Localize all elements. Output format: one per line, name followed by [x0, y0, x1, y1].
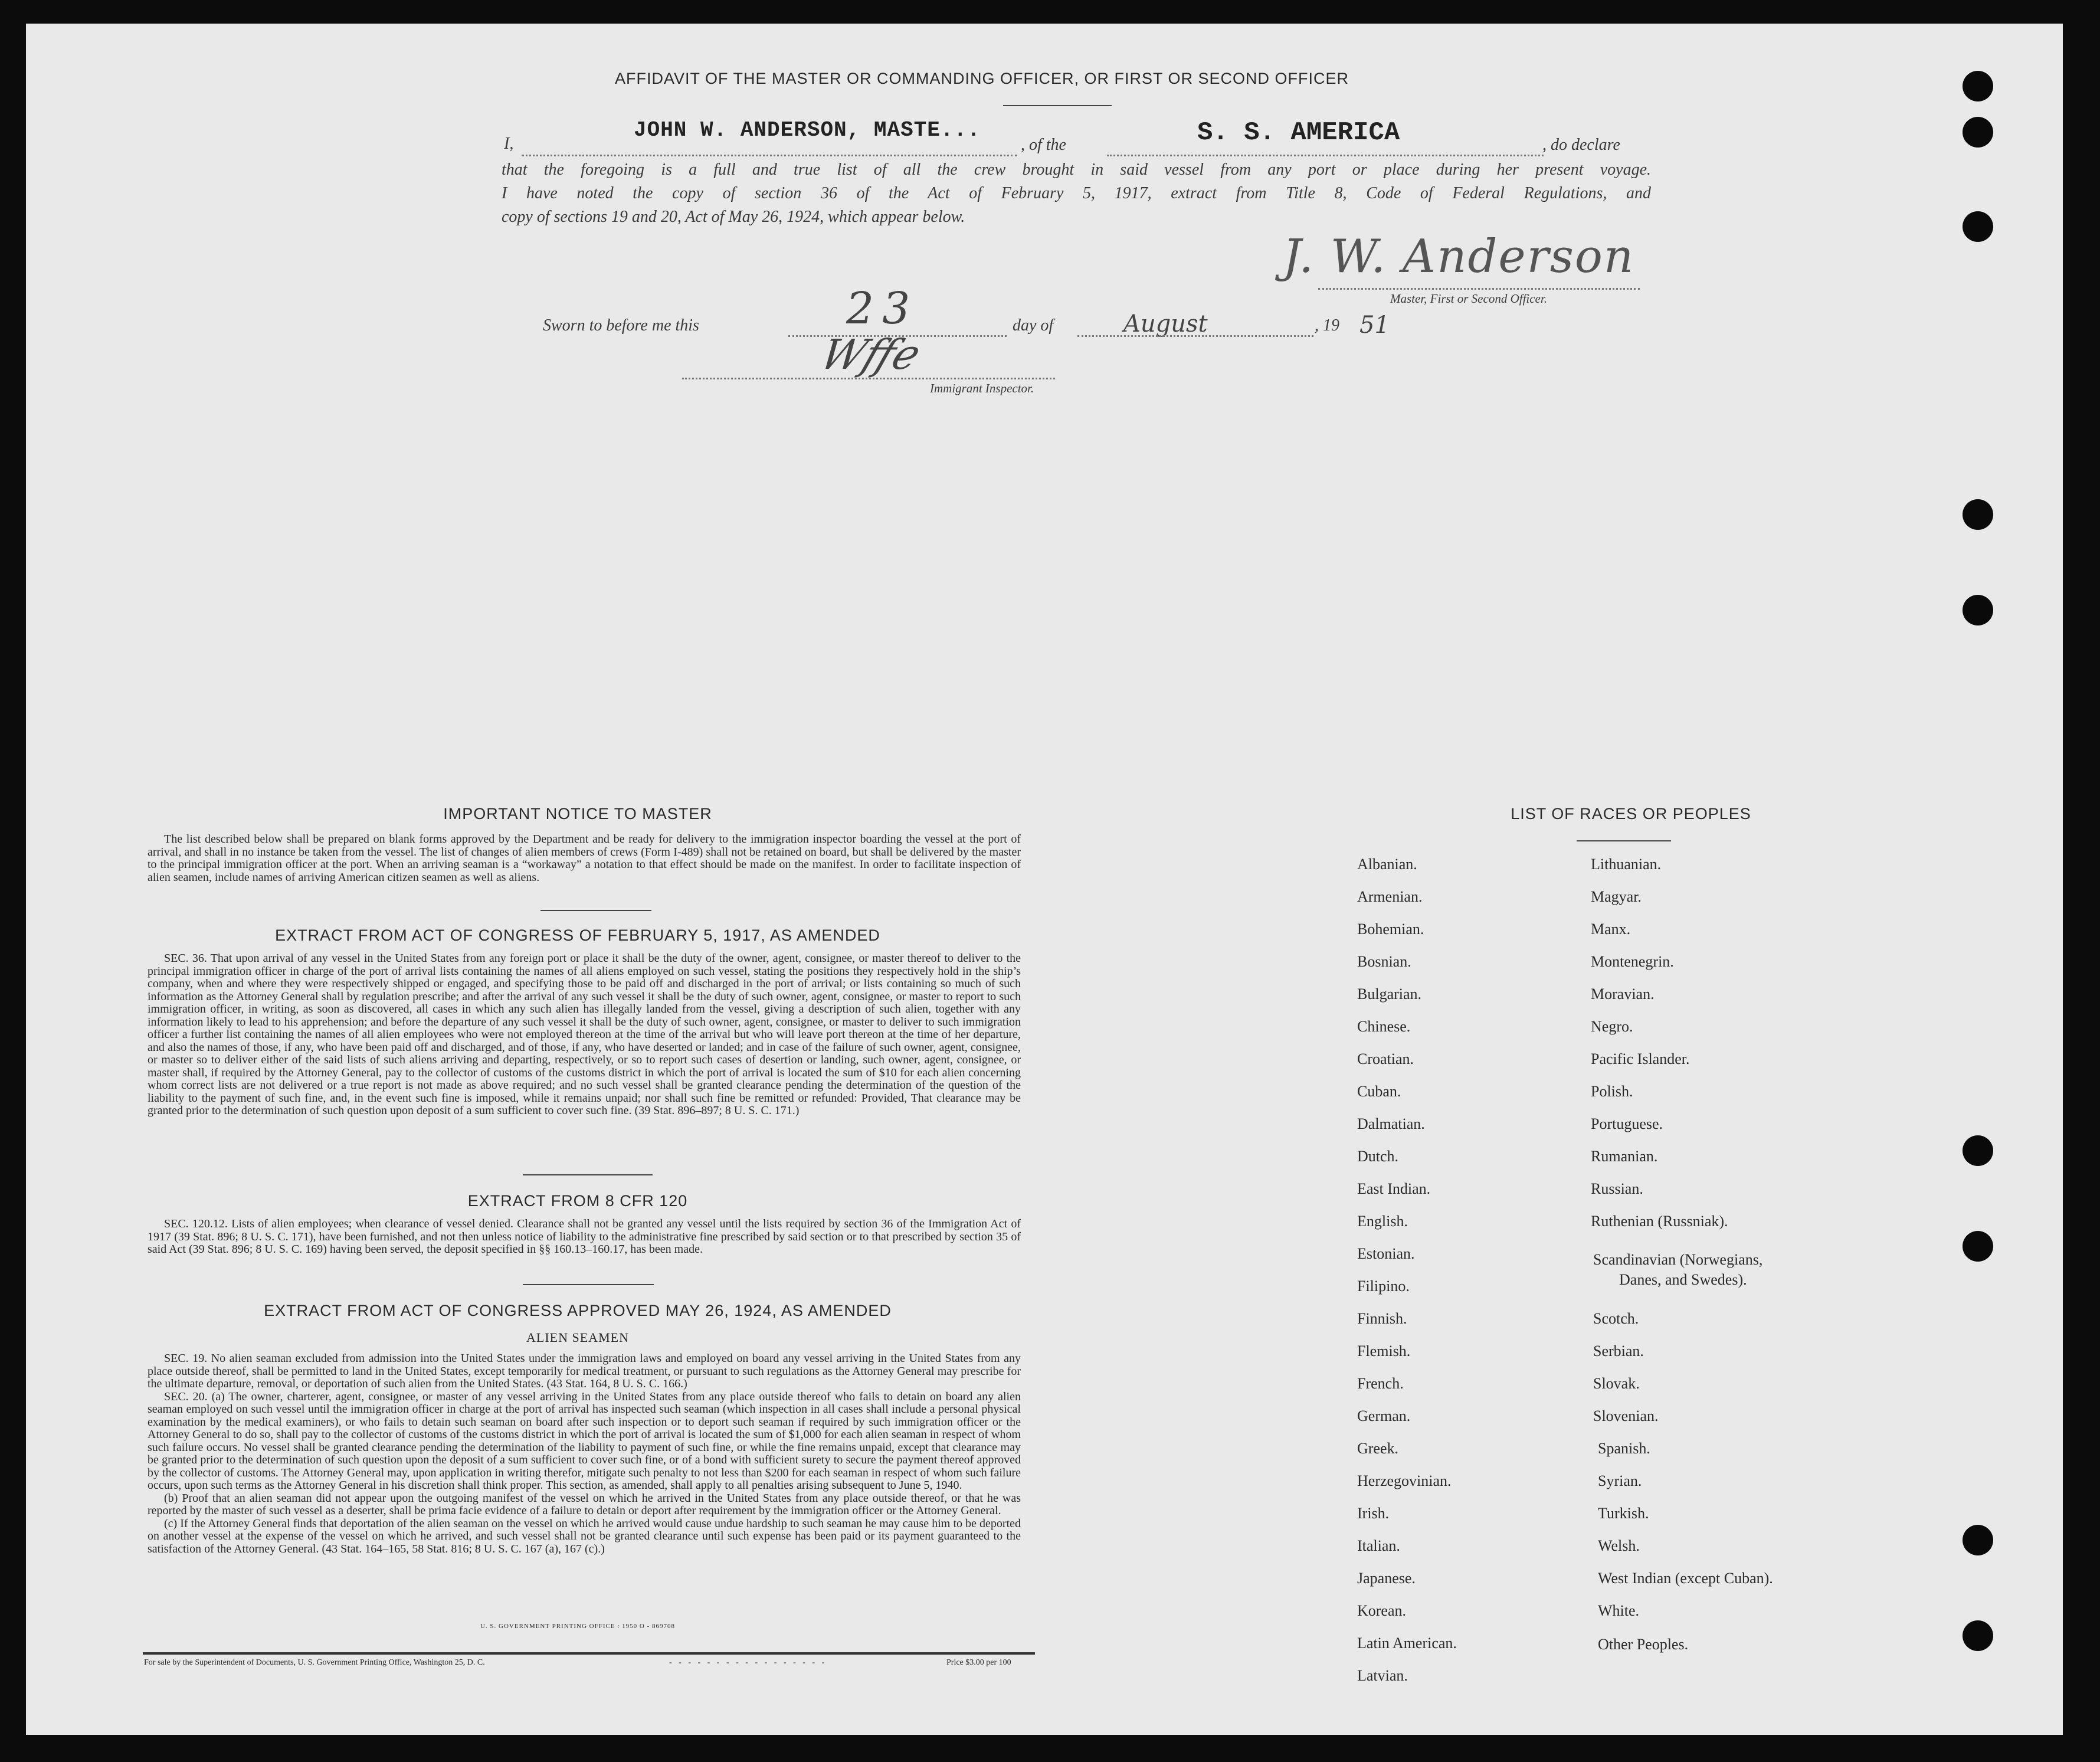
races-rule [1577, 840, 1671, 841]
race-item: Ruthenian (Russniak). [1591, 1213, 1728, 1230]
extract-cfr-body [148, 1218, 1021, 1256]
race-item: Greek. [1357, 1440, 1399, 1457]
race-item: Latvian. [1357, 1667, 1408, 1684]
section-rule [540, 910, 651, 911]
heading-rule [1003, 105, 1112, 106]
notice-title: IMPORTANT NOTICE TO MASTER [443, 805, 712, 823]
race-item: Moravian. [1591, 985, 1655, 1003]
sec-120-12-text: SEC. 120.12. Lists of alien employees; when clearance of vessel denied. Clearance shall not be granted any vessel until the lists required by section 36 of the Immigration Act of 1917 (39 Stat. 896; 8 U. S. C. 171), have been furnished, and not then unless notice of liability to the administrative fine prescribed by said section or to that prescribed by section 35 of said Act (39 Stat. 896; 8 U. S. C. 169) having been served, the deposit specified in §§ 160.13–160.17, has been made. [148, 1217, 1021, 1256]
race-item: French. [1357, 1375, 1404, 1392]
extract-cfr-title: EXTRACT FROM 8 CFR 120 [467, 1192, 688, 1210]
sworn-month: August [1123, 310, 1208, 338]
race-item: Serbian. [1593, 1342, 1644, 1360]
race-item: Armenian. [1357, 888, 1423, 905]
inspector-signature: Wffe [814, 330, 928, 379]
notice-text: The list described below shall be prepared on blank forms approved by the Department and be ready for delivery to the immigration inspector boarding the vessel at the port of arrival, and shall in no instance be taken from the vessel. The list of changes of alien members of crews (Form I-489) shall not be retained on board, but shall be delivered by the master to the principal immigration officer at the port. When an arriving seaman is a “workaway” a notation to that effect should be made on the manifest. In order to facilitate inspection of alien seamen, include names of arriving American citizen seamen as well as aliens. [148, 833, 1021, 884]
of-the-label: , of the [1021, 136, 1066, 154]
race-item: Scandinavian (Norwegians, [1593, 1251, 1763, 1268]
races-title: LIST OF RACES OR PEOPLES [1511, 805, 1751, 823]
race-item: Latin American. [1357, 1635, 1457, 1652]
punch-hole [1963, 1620, 1993, 1651]
vessel-name-field: S. S. AMERICA [1197, 118, 1400, 148]
section-rule [523, 1174, 653, 1175]
race-item: Turkish. [1598, 1505, 1649, 1522]
extract-1917-title: EXTRACT FROM ACT OF CONGRESS OF FEBRUARY 5, 1917, AS AMENDED [275, 926, 880, 944]
section-rule [523, 1284, 654, 1285]
price-note: Price $3.00 per 100 [946, 1658, 1011, 1667]
punch-hole [1963, 1525, 1993, 1555]
master-name-field: JOHN W. ANDERSON, MASTE... [634, 118, 981, 142]
race-item: Other Peoples. [1598, 1636, 1689, 1653]
race-item: Danes, and Swedes). [1619, 1271, 1747, 1288]
inspector-caption: Immigrant Inspector. [930, 381, 1034, 395]
race-item: Portuguese. [1591, 1115, 1663, 1132]
gpo-imprint: U. S. GOVERNMENT PRINTING OFFICE : 1950 O - 869708 [480, 1623, 675, 1630]
extract-1917-body [148, 952, 1021, 1118]
race-item: Polish. [1591, 1083, 1633, 1100]
punch-hole [1963, 1135, 1993, 1166]
footer-rule [143, 1652, 1035, 1655]
race-item: Bohemian. [1357, 921, 1424, 938]
do-declare-label: , do declare [1542, 136, 1620, 154]
race-item: Chinese. [1357, 1018, 1411, 1035]
race-item: Filipino. [1357, 1278, 1410, 1295]
alien-seamen-subtitle: ALIEN SEAMEN [526, 1330, 629, 1345]
race-item: Korean. [1357, 1602, 1407, 1619]
signature-caption: Master, First or Second Officer. [1390, 292, 1547, 306]
sworn-year: 51 [1359, 312, 1390, 339]
race-item: Manx. [1591, 921, 1631, 938]
race-item: Magyar. [1591, 888, 1642, 905]
race-item: Lithuanian. [1591, 856, 1662, 873]
race-item: Albanian. [1357, 856, 1417, 873]
race-item: Dalmatian. [1357, 1115, 1425, 1132]
affidavit-line-4: copy of sections 19 and 20, Act of May 26, 1924, which appear below. [502, 208, 965, 226]
race-item: Slovak. [1593, 1375, 1640, 1392]
signature-line [1318, 288, 1640, 290]
race-item: Montenegrin. [1591, 953, 1674, 970]
master-name-line [522, 155, 1017, 156]
race-item: Slovenian. [1593, 1407, 1659, 1424]
punch-hole [1963, 1231, 1993, 1262]
race-item: Italian. [1357, 1537, 1400, 1554]
race-item: English. [1357, 1213, 1408, 1230]
punch-hole [1963, 71, 1993, 101]
race-item: Croatian. [1357, 1050, 1414, 1067]
day-of-label: day of [1013, 316, 1054, 335]
race-item: Dutch. [1357, 1148, 1399, 1165]
for-sale-note: For sale by the Superintendent of Documents, U. S. Government Printing Office, Washington 25, D. C. [144, 1658, 485, 1667]
vessel-name-line [1107, 155, 1544, 156]
punch-hole [1963, 595, 1993, 625]
sworn-day: 23 [846, 283, 919, 334]
extract-1924-body [148, 1352, 1021, 1555]
affidavit-i-prefix: I, [504, 135, 514, 153]
race-item: Finnish. [1357, 1310, 1407, 1327]
race-item: Syrian. [1598, 1472, 1642, 1489]
race-item: Rumanian. [1591, 1148, 1658, 1165]
punch-hole [1963, 211, 1993, 242]
race-item: Spanish. [1598, 1440, 1650, 1457]
race-item: German. [1357, 1407, 1411, 1424]
race-item: Estonian. [1357, 1245, 1415, 1262]
race-item: Russian. [1591, 1180, 1643, 1197]
affidavit-heading: AFFIDAVIT OF THE MASTER OR COMMANDING OFFICER, OR FIRST OR SECOND OFFICER [614, 70, 1349, 87]
race-item: Bulgarian. [1357, 985, 1422, 1003]
race-item: White. [1598, 1602, 1640, 1619]
punch-hole [1963, 499, 1993, 530]
form-page [26, 24, 2063, 1735]
race-item: Flemish. [1357, 1342, 1411, 1360]
race-item: West Indian (except Cuban). [1598, 1570, 1773, 1587]
race-item: Irish. [1357, 1505, 1390, 1522]
punch-hole [1963, 117, 1993, 148]
race-item: Herzegovinian. [1357, 1472, 1452, 1489]
race-item: Bosnian. [1357, 953, 1411, 970]
sec-20c-text: (c) If the Attorney General finds that deportation of the alien seaman on the vessel on which he arrived would cause undue hardship to such seaman he may cause him to be deported on another vessel at the expense of the vessel on which he arrived, and such vessel shall not be granted clearance until such expense has been paid or its payment guaranteed to the satisfaction of the Attorney General. (43 Stat. 164–165, 58 Stat. 816; 8 U. S. C. 167 (a), 167 (c).) [148, 1517, 1021, 1555]
race-item: Negro. [1591, 1018, 1633, 1035]
race-item: Cuban. [1357, 1083, 1401, 1100]
extract-1924-title: EXTRACT FROM ACT OF CONGRESS APPROVED MAY 26, 1924, AS AMENDED [264, 1302, 892, 1319]
footer-dashes: - - - - - - - - - - - - - - - - - [669, 1658, 827, 1667]
race-item: Pacific Islander. [1591, 1050, 1690, 1067]
sec-20b-text: (b) Proof that an alien seaman did not appear upon the outgoing manifest of the vessel on which he arrived in the United States from any place outside thereof, or that he was reported by the master of such vessel as a deserter, shall be prima facie evidence of a failure to detain or deport after requirement by the immigration officer or the Attorney General. [148, 1491, 1021, 1517]
sworn-month-line [1077, 335, 1313, 337]
sec-36-text: SEC. 36. That upon arrival of any vessel in the United States from any foreign port or place it shall be the duty of the owner, agent, consignee, or master thereof to deliver to the principal immigration officer in charge of the port of arrival lists containing the names of all aliens employed on such vessel, stating the positions they respectively hold in the ship’s company, when and where they were respectively shipped or engaged, and specifying those to be paid off and discharged in the port of arrival; or lists containing so much of such information as the Attorney General shall by regulation prescribe; and after the arrival of any such vessel it shall be the duty of such owner, agent, consignee, or master to report to such immigration officer, in writing, as soon as discovered, all cases in which any such alien has illegally landed from the vessel, giving a description of such alien, together with any information likely to lead to his apprehension; and before the departure of any such vessel it shall be the duty of such owner, agent, consignee, or master to deliver to such immigration officer a further list containing the names of all alien employees who were not employed thereon at the time of the arrival but who will leave port thereon at the time of her departure, and also the names of those, if any, who have been paid off and discharged, and of those, if any, who have deserted or landed; and in case of the failure of such owner, agent, consignee, or master so to deliver either of the said lists of such aliens arriving and departing, respectively, or so to report such cases of desertion or landing, such owner, agent, consignee, or master shall, if required by the Attorney General, pay to the collector of customs of the customs district in which the port of arrival is located the sum of $10 for each alien concerning whom correct lists are not delivered or a true report is not made as above required; and no such vessel shall be granted clearance pending the determination of the question of the liability to the payment of such fine, and, in the event such fine is imposed, while it remains unpaid; nor shall such fine be remitted or refunded: Provided, That clearance may be granted prior to the determination of such question upon deposit of a sum sufficient to cover such fine. (39 Stat. 896–897; 8 U. S. C. 171.) [148, 952, 1021, 1117]
notice-body [148, 833, 1021, 884]
race-item: Japanese. [1357, 1570, 1416, 1587]
sec-20a-text: SEC. 20. (a) The owner, charterer, agent, consignee, or master of any vessel arriving in the United States from any place outside thereof who fails to detain on board any alien seaman employed on such vessel until the immigration officer in charge at the port of arrival has inspected such seaman (which inspection in all cases shall include a personal physical examination by the medical examiners), or who fails to detain such seaman on board after such inspection or to deport such seaman if required by such immigration officer or the Attorney General to do so, shall pay to the collector of customs of the customs district in which the port of arrival is located the sum of $1,000 for each alien seaman in respect of whom such failure occurs. No vessel shall be granted clearance pending the determination of the liability to payment of such fine, or while the fine remains unpaid, except that clearance may be granted prior to the determination of such question upon the deposit of a sum sufficient to cover such fine, or of a bond with sufficient surety to secure the payment thereof approved by the collector of customs. The Attorney General may, upon application in writing therefor, mitigate such penalty to not less than $200 for each seaman in respect of whom such failure occurs, upon such terms as the Attorney General in his discretion shall think proper. This section, as amended, shall apply to all penalties arising subsequent to June 5, 1940. [148, 1390, 1021, 1492]
race-item: Welsh. [1598, 1537, 1640, 1554]
year-prefix: , 19 [1315, 316, 1339, 335]
affidavit-line-3: I have noted the copy of section 36 of the Act of February 5, 1917, extract from Title 8, Code of Federal Regulations, and [502, 184, 1651, 202]
sec-19-text: SEC. 19. No alien seaman excluded from admission into the United States under the immigration laws and employed on board any vessel arriving in the United States from any place outside thereof, shall be permitted to land in the United States, except temporarily for medical treatment, or pursuant to such regulations as the Attorney General may prescribe for the ultimate departure, removal, or deportation of such alien from the United States. (43 Stat. 164, 8 U. S. C. 166.) [148, 1352, 1021, 1390]
affidavit-line-2: that the foregoing is a full and true list of all the crew brought in said vessel from any port or place during her present voyage. [502, 161, 1651, 179]
master-signature: J. W. Anderson [1283, 230, 1635, 283]
inspector-line [682, 378, 1055, 379]
race-item: Scotch. [1593, 1310, 1639, 1327]
sworn-label: Sworn to before me this [543, 316, 699, 335]
race-item: East Indian. [1357, 1180, 1431, 1197]
